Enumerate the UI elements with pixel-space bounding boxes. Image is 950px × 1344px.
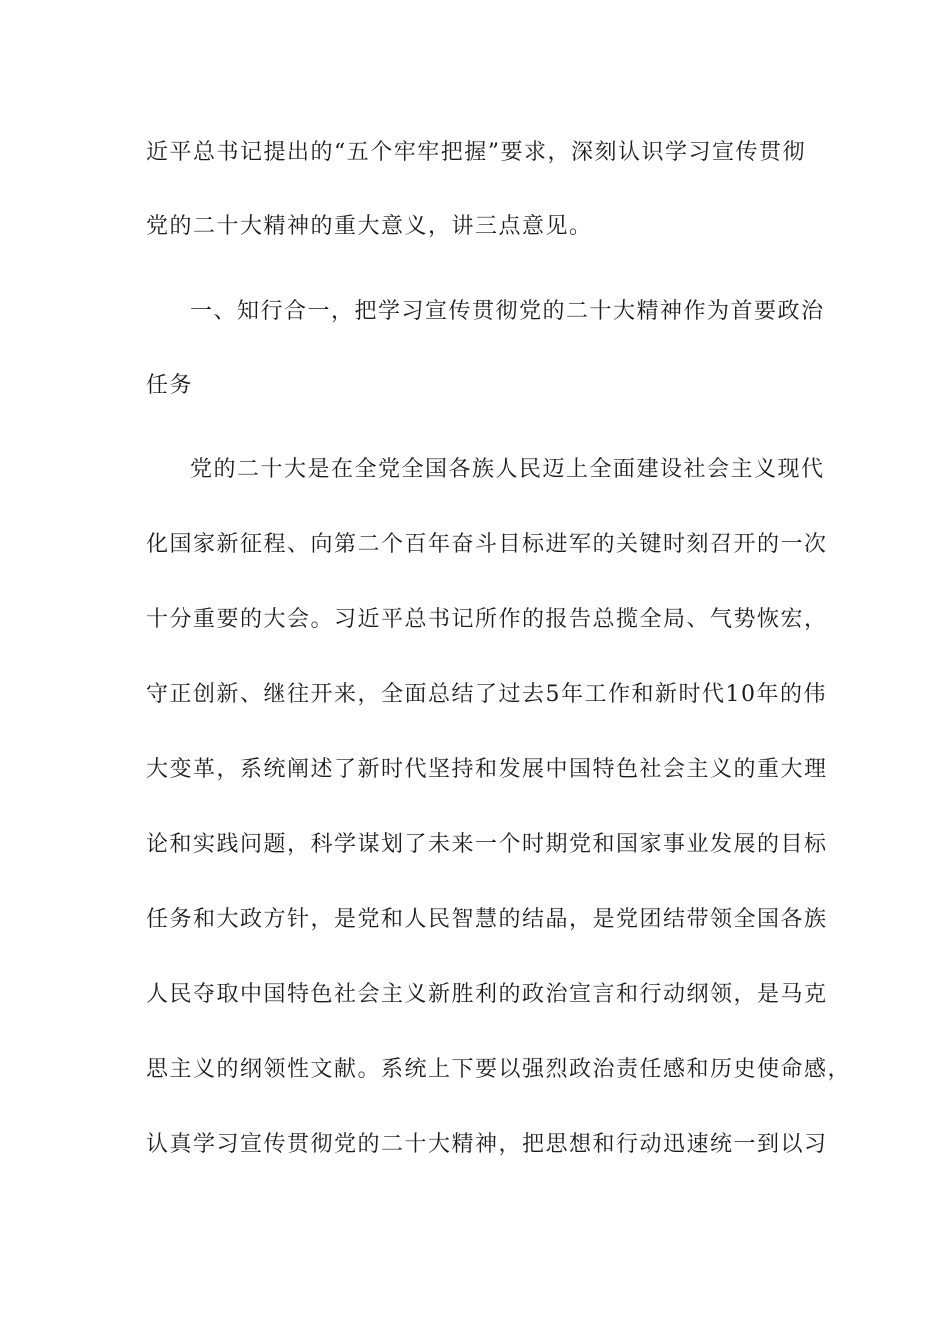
text-line: 党的二十大精神的重大意义，讲三点意见。 <box>146 214 593 239</box>
text-line: 任务和大政方针，是党和人民智慧的结晶，是党团结带领全国各族 <box>146 907 828 932</box>
text-line: 近平总书记提出的“五个牢牢把握”要求，深刻认识学习宣传贯彻 <box>146 140 806 165</box>
text-line: 大变革，系统阐述了新时代坚持和发展中国特色社会主义的重大理 <box>146 757 828 782</box>
text-line: 十分重要的大会。习近平总书记所作的报告总揽全局、气势恢宏， <box>146 607 828 632</box>
text-line: 思主义的纲领性文献。系统上下要以强烈政治责任感和历史使命感， <box>146 1057 852 1082</box>
section-heading-continued: 任务 <box>146 373 194 398</box>
text-line: 化国家新征程、向第二个百年奋斗目标进军的关键时刻召开的一次 <box>146 532 828 557</box>
text-line: 党的二十大是在全党全国各族人民迈上全面建设社会主义现代 <box>190 457 825 482</box>
text-line: 守正创新、继往开来，全面总结了过去5年工作和新时代10年的伟 <box>146 682 827 707</box>
text-line: 人民夺取中国特色社会主义新胜利的政治宣言和行动纲领，是马克 <box>146 982 828 1007</box>
text-line: 认真学习宣传贯彻党的二十大精神，把思想和行动迅速统一到以习 <box>146 1132 828 1157</box>
section-heading: 一、知行合一，把学习宣传贯彻党的二十大精神作为首要政治 <box>190 299 825 324</box>
text-line: 论和实践问题，科学谋划了未来一个时期党和国家事业发展的目标 <box>146 832 828 857</box>
